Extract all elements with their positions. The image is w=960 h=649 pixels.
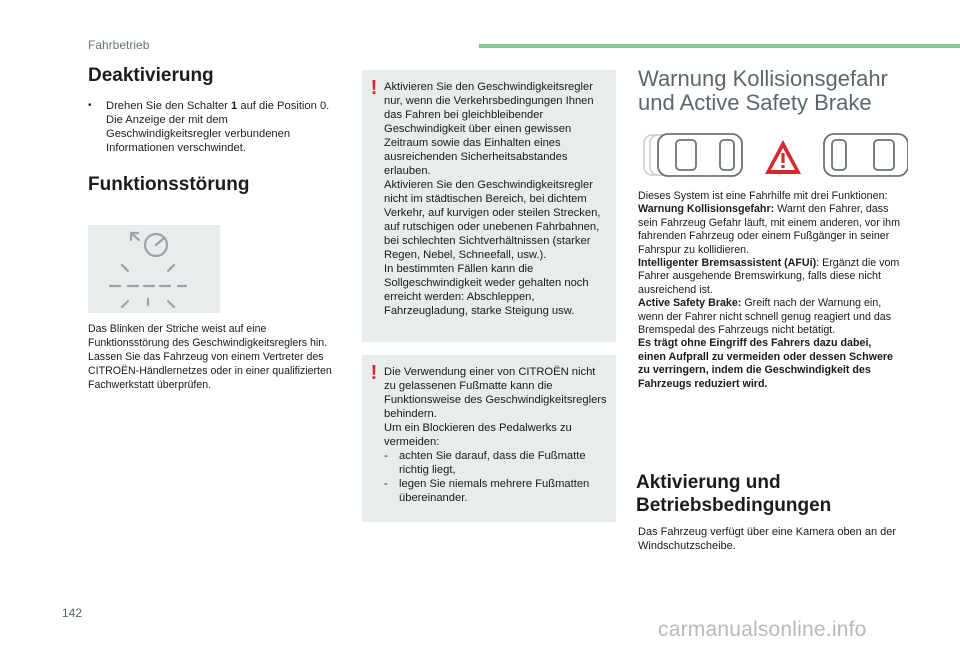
deaktivierung-instruction (88, 99, 338, 155)
function-active-safety-brake: Active Safety Brake: Greift nach der Warnung ein, wenn der Fahrer nicht schnell genug reagiert und das Bremspedal des Fahrzeugs nicht betätigt. (638, 297, 892, 337)
warning-paragraph: Aktivieren Sie den Geschwindigkeitsregler nur, wenn die Verkehrsbedingungen Ihnen das Fahren bei gleichbleibender Geschwindigkeit über einen gewissen Zeitraum sowie das Einhalten eines ausreichenden Sicherheitsabstandes erlauben. (384, 81, 594, 177)
section-label: Fahrbetrieb (88, 38, 150, 52)
warning-icon: ! (370, 362, 378, 384)
speedometer-icon (88, 225, 220, 313)
warning-paragraph: In bestimmten Fällen kann die Sollgeschwindigkeit weder gehalten noch erreicht werden: Abschleppen, Fahrzeugladung, starke Steigung usw. (384, 263, 589, 317)
collision-illustration (636, 125, 908, 185)
section-accent-bar (479, 44, 960, 48)
list-item: - legen Sie niemals mehrere Fußmatten übereinander. (384, 478, 590, 504)
speed-limiter-fault-illustration (88, 225, 220, 313)
instruction-text-pre: Drehen Sie den Schalter (106, 100, 232, 112)
warning-icon: ! (370, 77, 378, 99)
watermark: carmanualsonline.info (658, 618, 867, 641)
bold-note: Es trägt ohne Eingriff des Fahrers dazu dabei, einen Aufprall zu vermeiden oder dessen Schwere zu verringern, indem die Geschwindigkeit des Fahrzeugs reduziert wird. (638, 337, 893, 390)
warning-paragraph: Um ein Blockieren des Pedalwerks zu vermeiden: (384, 422, 572, 448)
warning-box-floor-mat (362, 355, 616, 522)
heading-deaktivierung: Deaktivierung (88, 65, 214, 86)
warning-box-cruise-control (362, 70, 616, 342)
floor-mat-list (384, 449, 610, 505)
bullet-arrow-icon: • (88, 100, 92, 111)
intro-text: Dieses System ist eine Fahrhilfe mit drei Funktionen: (638, 190, 888, 202)
heading-collision-warning: Warnung Kollisionsgefahr und Active Safety Brake (638, 66, 888, 115)
collision-system-description (638, 190, 900, 391)
function-collision-warning: Warnung Kollisionsgefahr: Warnt den Fahrer, dass sein Fahrzeug Gefahr läuft, mit einem anderen, vor ihm fahrenden Fahrzeug oder einem Fußgänger in seiner Fahrspur zu kollidieren. (638, 203, 900, 256)
page-number: 142 (62, 606, 83, 620)
heading-aktivierung: Aktivierung und Betriebsbedingungen (636, 472, 832, 516)
instruction-text-post: auf die Position 0. Die Anzeige der mit dem Geschwindigkeitsregler verbundenen Informationen verschwindet. (106, 100, 330, 154)
warning-paragraph: Die Verwendung einer von CITROËN nicht zu gelassenen Fußmatte kann die Funktionsweise des Geschwindigkeitsreglers behindern. (384, 366, 607, 420)
fault-description: Das Blinken der Striche weist auf eine Funktionsstörung des Geschwindigkeitsreglers hin. Lassen Sie das Fahrzeug von einem Vertreter des CITROËN-Händlernetzes oder in einer qualifizierten Fachwerkstatt überprüfen. (88, 323, 332, 391)
list-item: - achten Sie darauf, dass die Fußmatte richtig liegt, (384, 450, 586, 476)
heading-funktionsstoerung: Funktionsstörung (88, 174, 250, 195)
collision-cars-icon (636, 125, 908, 185)
function-brake-assist: Intelligenter Bremsassistent (AFUi): Ergänzt die vom Fahrer ausgehende Bremswirkung, falls diese nicht ausreichend ist. (638, 257, 900, 296)
camera-description: Das Fahrzeug verfügt über eine Kamera oben an der Windschutzscheibe. (638, 526, 897, 552)
switch-number: 1 (231, 100, 238, 112)
warning-paragraph: Aktivieren Sie den Geschwindigkeitsregler nicht im städtischen Bereich, bei dichtem Verkehr, auf kurvigen oder steilen Strecken, auf rutschigen oder unebenen Fahrbahnen, bei schlechten Sichtverhältnissen (starker Regen, Nebel, Schneefall, usw.). (384, 179, 601, 261)
